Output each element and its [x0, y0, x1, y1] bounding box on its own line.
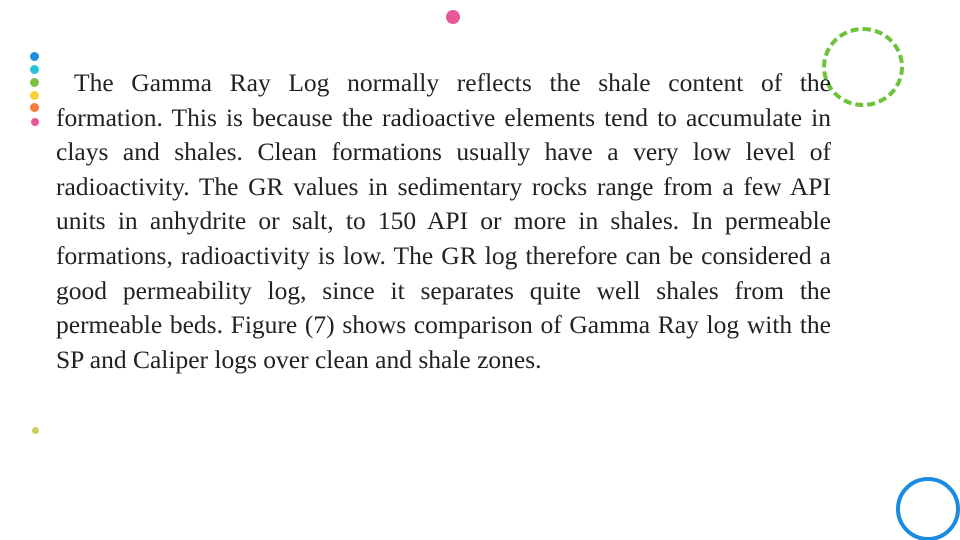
green-bullet-dot — [30, 78, 39, 87]
blue-circle-decoration — [896, 477, 960, 540]
body-paragraph: The Gamma Ray Log normally reflects the shale content of the formation. This is because the radioactive elements tend to accumulate in clays and shales. Clean formations usually have a very low level of radioactivity. The GR values in sedimentary rocks range from a few API units in anhydrite or salt, to 150 API or more in shales. In permeable formations, radioactivity is low. The GR log therefore can be considered a good permeability log, since it separates quite well shales from the permeable beds. Figure (7) shows comparison of Gamma Ray log with the SP and Caliper logs over clean and shale zones. — [56, 68, 831, 374]
pink-bullet-dot — [31, 118, 39, 126]
blue-bullet-dot — [30, 52, 39, 61]
yellow-bullet-dot — [30, 91, 39, 100]
pink-dot-decoration — [446, 10, 460, 24]
dashed-green-circle-decoration — [822, 27, 904, 107]
cyan-bullet-dot — [30, 65, 39, 74]
orange-bullet-dot — [30, 103, 39, 112]
lime-bullet-dot — [32, 427, 39, 434]
